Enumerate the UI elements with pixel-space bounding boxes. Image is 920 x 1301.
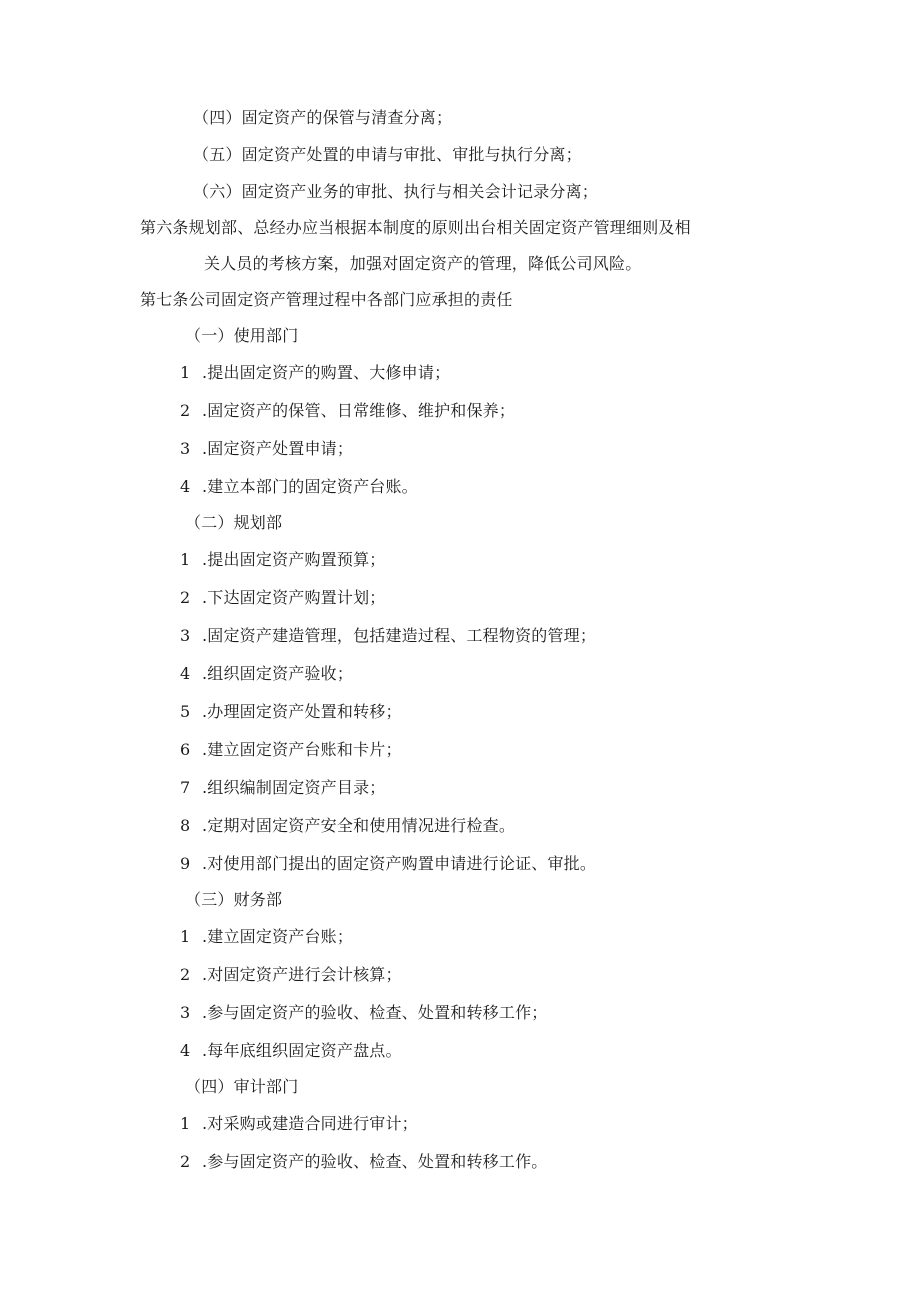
group-heading-usage-dept: （一）使用部门 (185, 326, 299, 345)
list-item: 5 .办理固定资产处置和转移； (180, 702, 402, 721)
list-item: 2 .参与固定资产的验收、检查、处置和转移工作。 (180, 1152, 548, 1171)
list-item: 4 .建立本部门的固定资产台账。 (180, 477, 418, 496)
list-item: 3 .固定资产处置申请； (180, 439, 354, 458)
list-item: 2 .下达固定资产购置计划； (180, 588, 386, 607)
list-item: 4 .组织固定资产验收； (180, 664, 354, 683)
article-six-line-1: 第六条规划部、总经办应当根据本制度的原则出台相关固定资产管理细则及相 (140, 218, 691, 237)
list-item: 8 .定期对固定资产安全和使用情况进行检查。 (180, 816, 516, 835)
list-item: 2 .对固定资产进行会计核算； (180, 965, 402, 984)
section-five-disposal: （五）固定资产处置的申请与审批、审批与执行分离； (193, 145, 582, 164)
list-item: 9 .对使用部门提出的固定资产购置申请进行论证、审批。 (180, 854, 597, 873)
section-four-storage: （四）固定资产的保管与清查分离； (193, 108, 453, 127)
list-item: 1 .对采购或建造合同进行审计； (180, 1114, 418, 1133)
list-item: 1 .提出固定资产购置预算； (180, 550, 386, 569)
group-heading-planning-dept: （二）规划部 (185, 513, 283, 532)
list-item: 1 .建立固定资产台账； (180, 927, 354, 946)
article-seven-title: 第七条公司固定资产管理过程中各部门应承担的责任 (140, 290, 513, 309)
list-item: 6 .建立固定资产台账和卡片； (180, 740, 402, 759)
group-heading-audit-dept: （四）审计部门 (185, 1077, 299, 1096)
list-item: 7 .组织编制固定资产目录； (180, 778, 386, 797)
group-heading-finance-dept: （三）财务部 (185, 890, 283, 909)
list-item: 3 .固定资产建造管理，包括建造过程、工程物资的管理； (180, 626, 597, 645)
list-item: 2 .固定资产的保管、日常维修、维护和保养； (180, 401, 516, 420)
list-item: 1 .提出固定资产的购置、大修申请； (180, 363, 451, 382)
article-six-line-2: 关人员的考核方案，加强对固定资产的管理，降低公司风险。 (204, 254, 642, 273)
list-item: 4 .每年底组织固定资产盘点。 (180, 1041, 402, 1060)
section-six-approval: （六）固定资产业务的审批、执行与相关会计记录分离； (193, 182, 599, 201)
list-item: 3 .参与固定资产的验收、检查、处置和转移工作； (180, 1003, 548, 1022)
